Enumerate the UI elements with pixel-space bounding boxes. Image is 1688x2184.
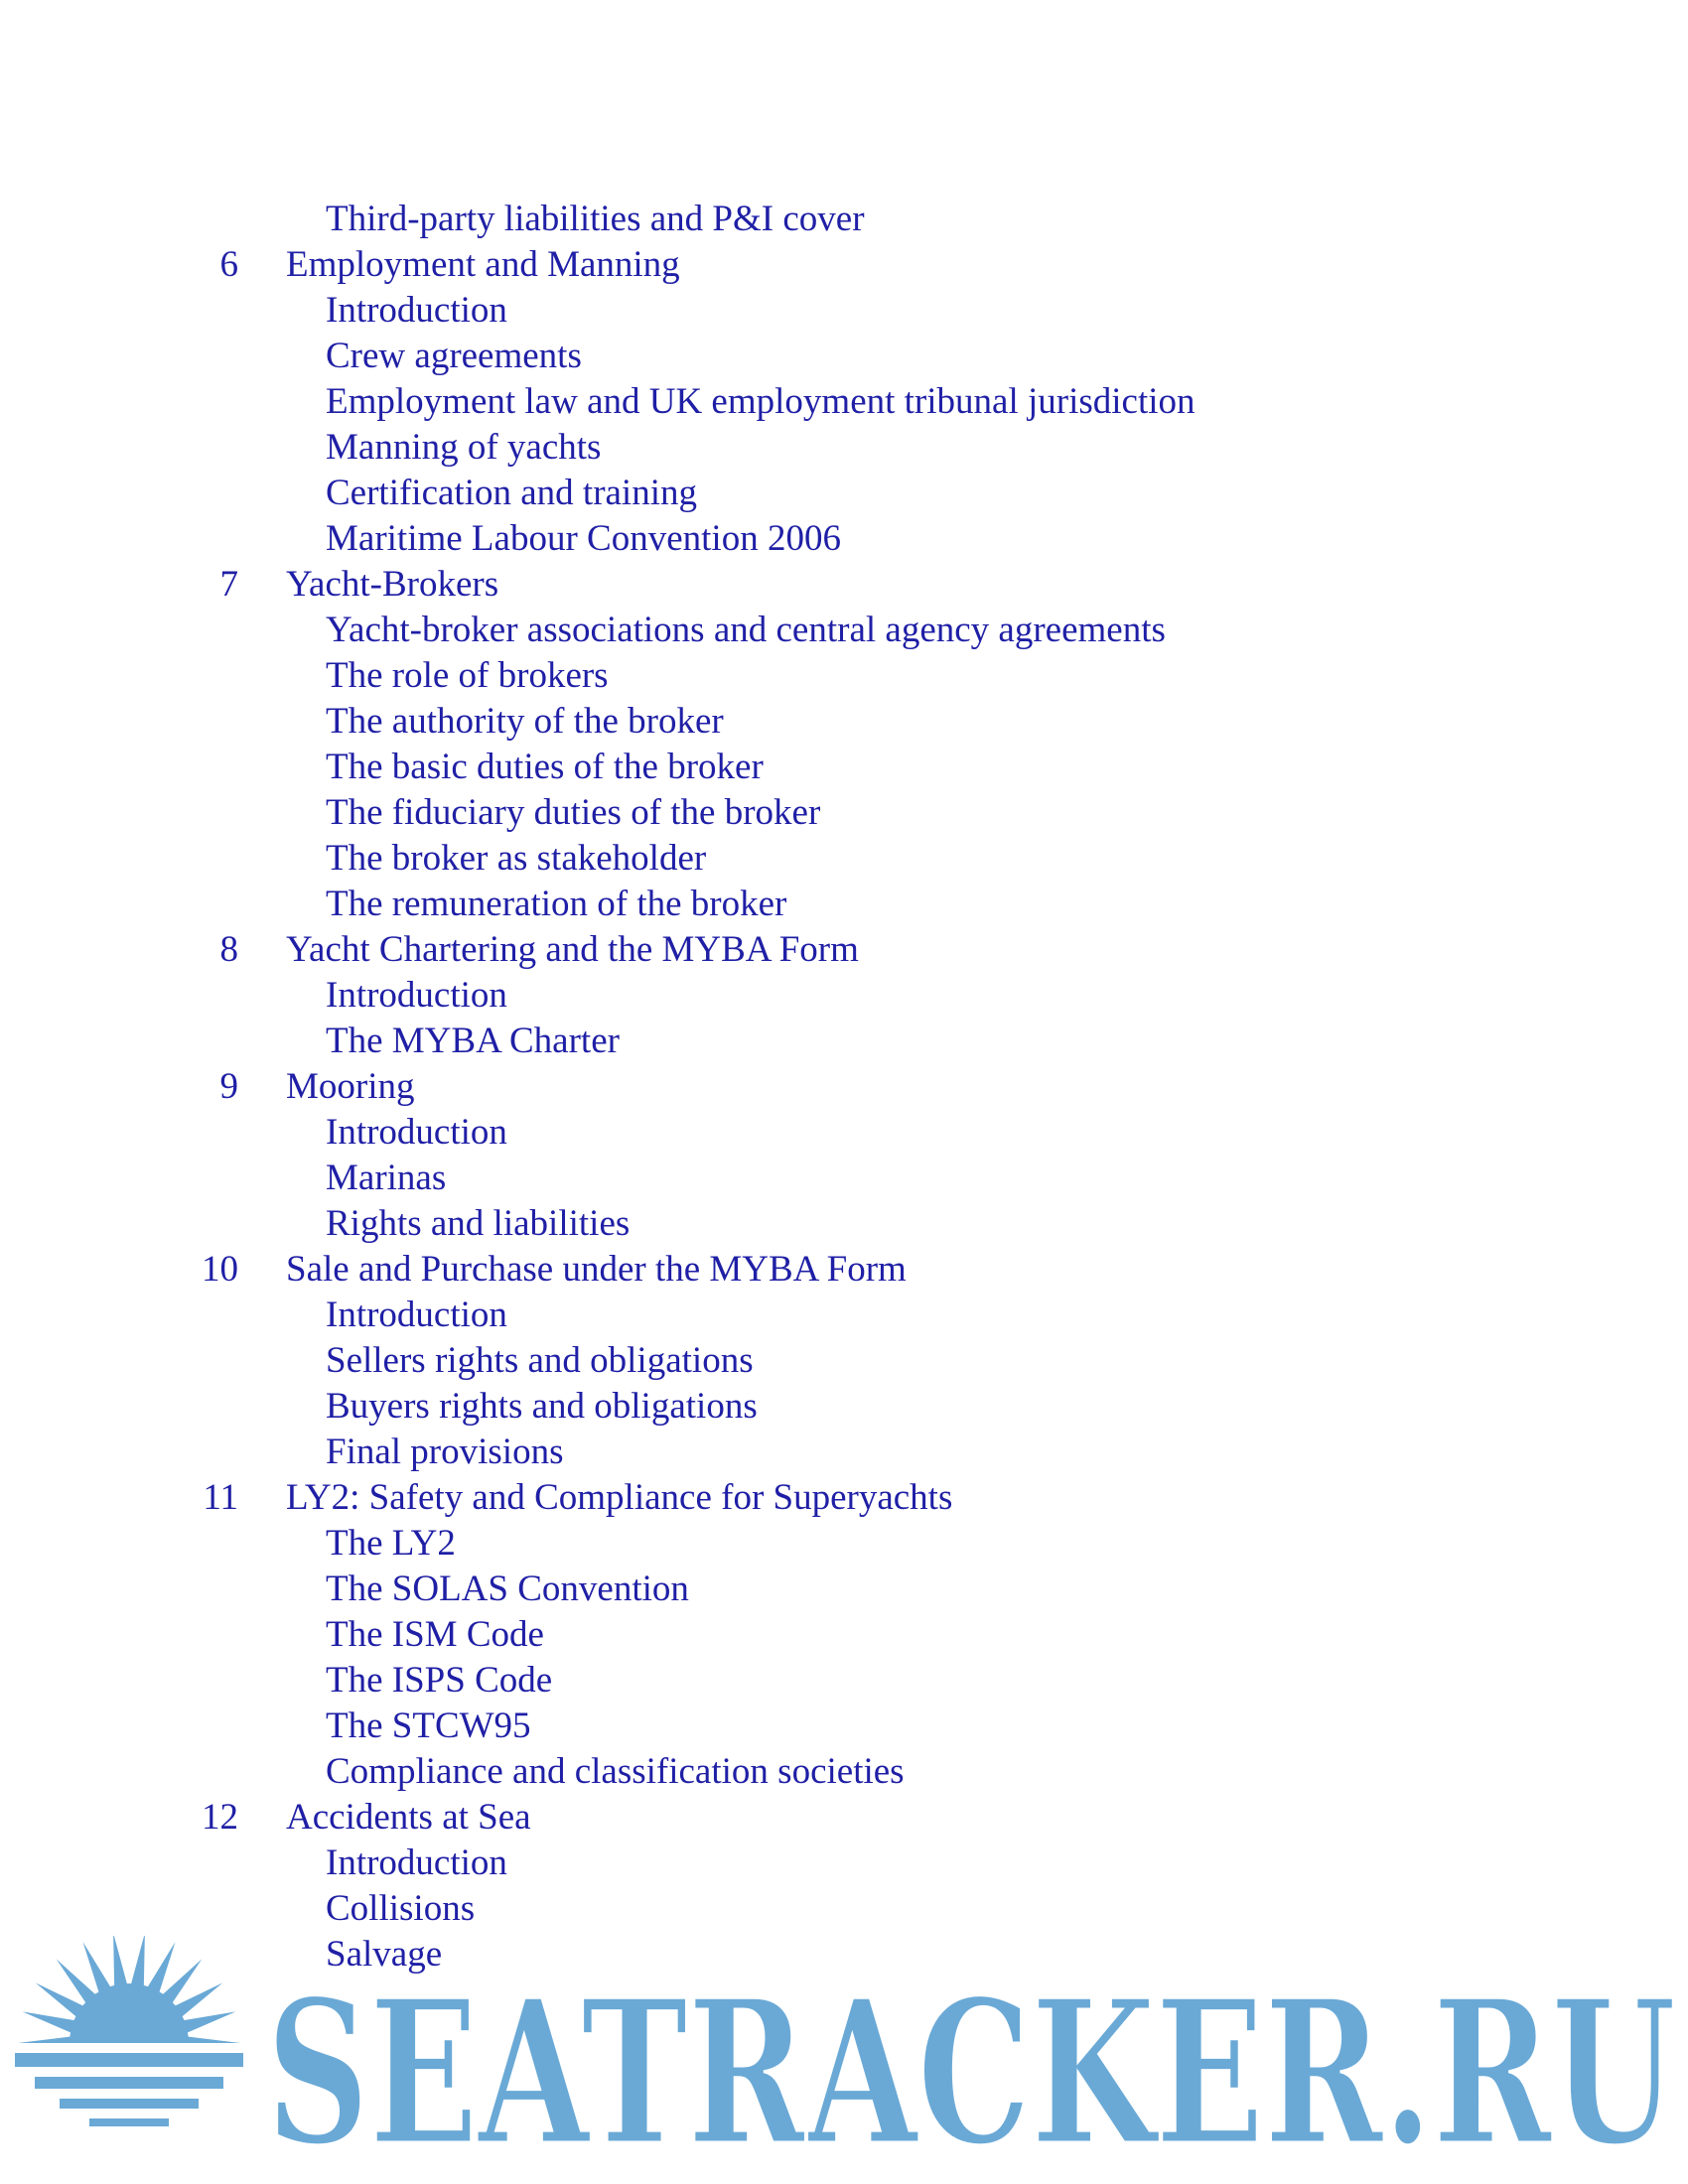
section-title: Final provisions [326,1432,564,1472]
toc-section [0,1293,1688,1338]
toc-section [0,973,1688,1019]
toc-chapter [0,242,1688,288]
section-title: Third-party liabilities and P&I cover [326,199,865,239]
chapter-number: 7 [219,564,238,605]
section-title: The broker as stakeholder [326,838,707,879]
toc-chapter [0,1475,1688,1521]
section-title: The MYBA Charter [326,1021,620,1061]
toc-chapter [0,927,1688,973]
section-title: Collisions [326,1888,476,1929]
toc-chapter [0,562,1688,608]
section-title: Yacht-broker associations and central agency agreements [326,610,1166,650]
chapter-title: Employment and Manning [286,244,680,285]
toc-chapter [0,1064,1688,1110]
chapter-title: Mooring [286,1066,415,1107]
section-title: Salvage [326,1934,443,1975]
chapter-number: 8 [219,929,238,970]
section-title: Manning of yachts [326,427,602,468]
section-title: The SOLAS Convention [326,1569,689,1609]
toc-chapter [0,1247,1688,1293]
chapter-title: LY2: Safety and Compliance for Superyachts [286,1477,953,1518]
toc-section [0,1384,1688,1430]
toc-section [0,1019,1688,1064]
toc-section [0,745,1688,790]
section-title: Rights and liabilities [326,1203,631,1244]
section-title: The LY2 [326,1523,456,1564]
toc-section [0,197,1688,242]
section-title: Crew agreements [326,336,582,376]
toc-section [0,516,1688,562]
toc-section [0,1612,1688,1658]
watermark [0,1936,1688,2184]
section-title: Maritime Labour Convention 2006 [326,518,841,559]
sun-icon [15,1936,243,2153]
chapter-number: 11 [203,1477,238,1518]
section-title: Certification and training [326,473,697,513]
toc-section [0,882,1688,927]
section-title: Employment law and UK employment tribunal jurisdiction [326,381,1196,422]
section-title: Compliance and classification societies [326,1751,905,1792]
section-title: The fiduciary duties of the broker [326,792,821,833]
toc-section [0,1338,1688,1384]
chapter-number: 12 [202,1797,238,1838]
section-title: Buyers rights and obligations [326,1386,758,1427]
chapter-number: 10 [202,1249,238,1290]
section-title: The STCW95 [326,1706,531,1746]
section-title: The remuneration of the broker [326,884,787,924]
toc-section [0,471,1688,516]
toc-section [0,1749,1688,1795]
toc-section [0,1886,1688,1932]
chapter-title: Sale and Purchase under the MYBA Form [286,1249,907,1290]
toc-section [0,1704,1688,1749]
table-of-contents [0,197,1688,1978]
section-title: Introduction [326,1843,507,1883]
toc-section [0,1201,1688,1247]
section-title: The ISM Code [326,1614,544,1655]
section-title: Marinas [326,1158,447,1198]
toc-section [0,1521,1688,1567]
toc-section [0,608,1688,653]
toc-chapter [0,1795,1688,1841]
chapter-title: Yacht-Brokers [286,564,499,605]
toc-section [0,1841,1688,1886]
toc-section [0,379,1688,425]
chapter-number: 6 [219,244,238,285]
toc-section [0,1430,1688,1475]
chapter-title: Accidents at Sea [286,1797,531,1838]
toc-section [0,288,1688,334]
toc-section [0,1567,1688,1612]
section-title: The ISPS Code [326,1660,553,1701]
section-title: Introduction [326,290,507,331]
section-title: Introduction [326,1112,507,1153]
section-title: The basic duties of the broker [326,747,764,787]
chapter-number: 9 [219,1066,238,1107]
section-title: Introduction [326,1295,507,1335]
chapter-title: Yacht Chartering and the MYBA Form [286,929,859,970]
toc-section [0,790,1688,836]
toc-section [0,836,1688,882]
toc-section [0,653,1688,699]
toc-section [0,425,1688,471]
section-title: The role of brokers [326,655,609,696]
section-title: The authority of the broker [326,701,724,742]
toc-section [0,1110,1688,1156]
toc-section [0,699,1688,745]
watermark-text: SEATRACKER.RU [266,1957,1676,2184]
toc-section [0,334,1688,379]
toc-section [0,1658,1688,1704]
section-title: Sellers rights and obligations [326,1340,754,1381]
toc-section [0,1156,1688,1201]
section-title: Introduction [326,975,507,1016]
